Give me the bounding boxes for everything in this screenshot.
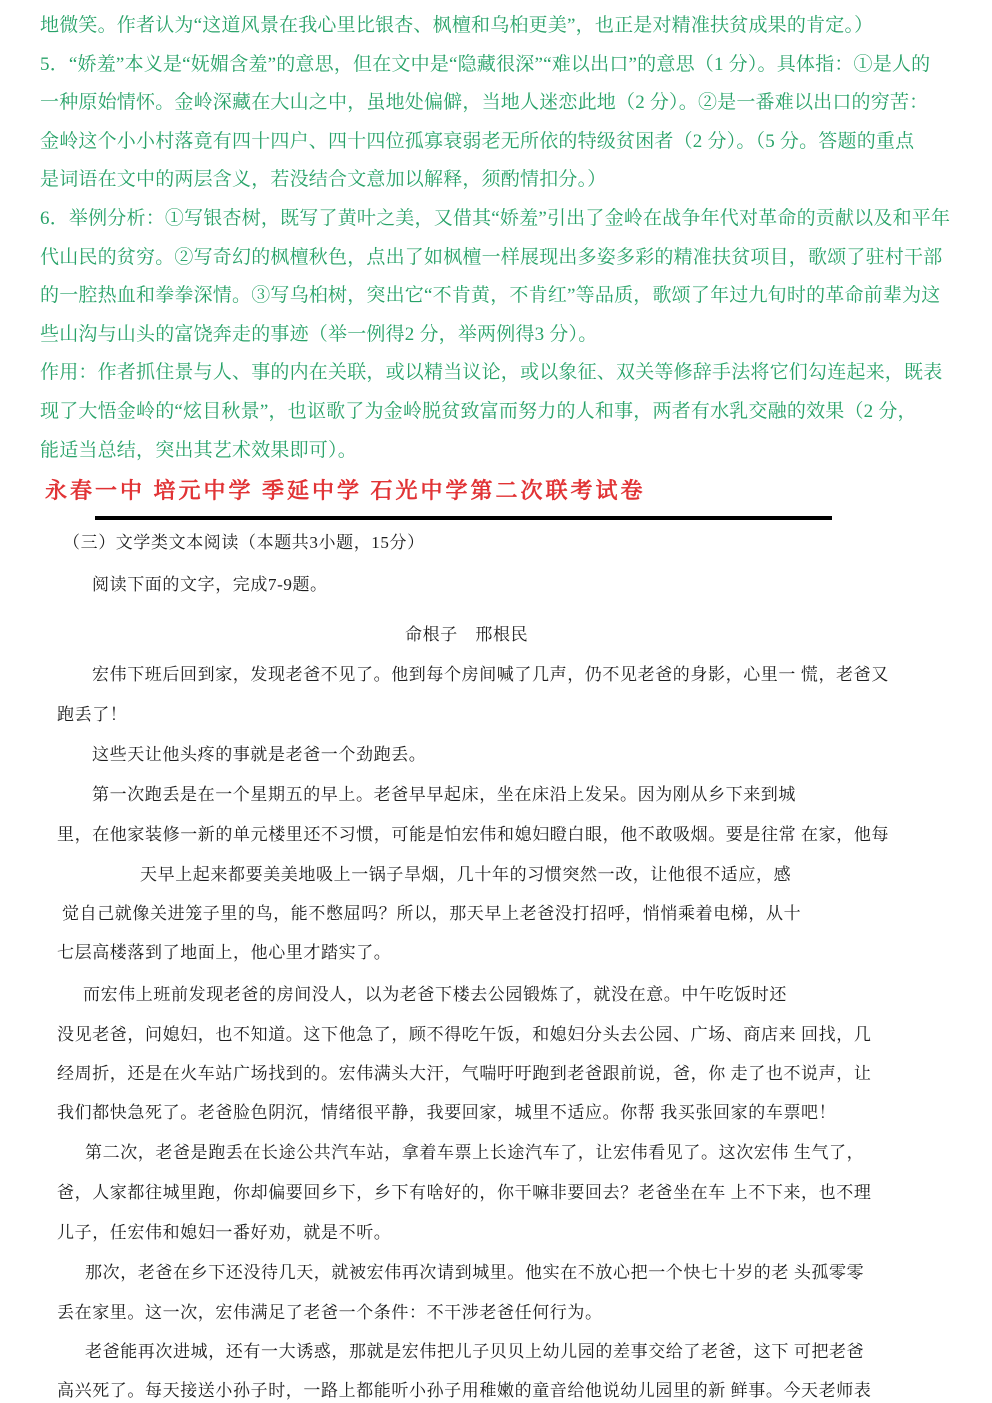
- passage-line: 我们都快急死了。老爸脸色阴沉，情绪很平静，我要回家，城里不适应。你帮 我买张回家的车票吧！: [57, 1103, 837, 1122]
- answer-key-line: 金岭这个小小村落竟有四十四户、四十四位孤寡衰弱老无所依的特级贫困者（2 分）。（5 分。答题的重点: [40, 131, 915, 152]
- answer-key-line: 能适当总结，突出其艺术效果即可）。: [40, 440, 357, 461]
- article-title: 命根子 邢根民: [405, 625, 529, 644]
- passage-line: 宏伟下班后回到家，发现老爸不见了。他到每个房间喊了几声，仍不见老爸的身影，心里一 慌，老爸又: [92, 665, 889, 684]
- passage-line: 高兴死了。每天接送小孙子时，一路上都能听小孙子用稚嫩的童音给他说幼儿园里的新 鲜事。今天老师表: [57, 1381, 872, 1400]
- answer-key-line: 6．举例分析：①写银杏树，既写了黄叶之美，又借其“娇羞”引出了金岭在战争年代对革命的贡献以及和平年: [40, 208, 951, 229]
- passage-line: 那次，老爸在乡下还没待几天，就被宏伟再次请到城里。他实在不放心把一个快七十岁的老 头孤零零: [85, 1263, 865, 1282]
- passage-line: 跑丢了！: [57, 705, 128, 724]
- answer-key-line: 是词语在文中的两层含义，若没结合文意加以解释，须酌情扣分。）: [40, 169, 607, 190]
- answer-key-line: 作用：作者抓住景与人、事的内在关联，或以精当议论，或以象征、双关等修辞手法将它们勾连起来，既表: [40, 362, 943, 383]
- reading-instruction: 阅读下面的文字，完成7-9题。: [92, 575, 328, 594]
- passage-line: 第一次跑丢是在一个星期五的早上。老爸早早起床，坐在床沿上发呆。因为刚从乡下来到城: [92, 785, 796, 804]
- answer-key-line: 5．“娇羞”本义是“妩媚含羞”的意思，但在文中是“隐藏很深”“难以出口”的意思（1 分）。具体指：①是人的: [40, 54, 931, 75]
- passage-line: 第二次，老爸是跑丢在长途公共汽车站，拿着车票上长途汽车了，让宏伟看见了。这次宏伟 生气了，: [85, 1143, 865, 1162]
- exam-title: 永春一中 培元中学 季延中学 石光中学第二次联考试卷: [45, 478, 646, 503]
- answer-key-line: 代山民的贫穷。②写奇幻的枫檀秋色，点出了如枫檀一样展现出多姿多彩的精准扶贫项目，歌颂了驻村干部: [40, 247, 943, 268]
- passage-line: 觉自己就像关进笼子里的鸟，能不憋屈吗？所以，那天早上老爸没打招呼，悄悄乘着电梯，从十: [62, 904, 802, 923]
- passage-line: 丢在家里。这一次，宏伟满足了老爸一个条件：不干涉老爸任何行为。: [57, 1303, 603, 1322]
- passage-line: 经周折，还是在火车站广场找到的。宏伟满头大汗，气喘吁吁跑到老爸跟前说，爸，你 走了也不说声，让: [57, 1064, 872, 1083]
- answer-key-line: 一种原始情怀。金岭深藏在大山之中，虽地处偏僻，当地人迷恋此地（2 分）。②是一番难以出口的穷苦：: [40, 92, 929, 113]
- passage-line: 儿子，任宏伟和媳妇一番好劝，就是不听。: [57, 1223, 392, 1242]
- section-divider: [95, 516, 832, 520]
- answer-key-line: 现了大悟金岭的“炫目秋景”，也讴歌了为金岭脱贫致富而努力的人和事，两者有水乳交融的效果（2 分，: [40, 401, 917, 422]
- answer-key-line: 的一腔热血和拳拳深情。③写乌桕树，突出它“不肯黄，不肯红”等品质，歌颂了年过九旬时的革命前辈为这: [40, 285, 941, 306]
- passage-line: 里，在他家装修一新的单元楼里还不习惯，可能是怕宏伟和媳妇瞪白眼，他不敢吸烟。要是往常 在家，他每: [57, 825, 890, 844]
- passage-line: 爸，人家都往城里跑，你却偏要回乡下，乡下有啥好的，你干嘛非要回去？老爸坐在车 上不下来，也不理: [57, 1183, 872, 1202]
- section-heading: （三）文学类文本阅读（本题共3小题，15分）: [63, 533, 425, 552]
- answer-key-line: 地微笑。作者认为“这道风景在我心里比银杏、枫檀和乌桕更美”，也正是对精准扶贫成果的肯定。）: [40, 15, 874, 36]
- passage-line: 老爸能再次进城，还有一大诱惑，那就是宏伟把儿子贝贝上幼儿园的差事交给了老爸，这下 可把老爸: [85, 1342, 865, 1361]
- passage-line: 而宏伟上班前发现老爸的房间没人，以为老爸下楼去公园锻炼了，就没在意。中午吃饭时还: [83, 985, 787, 1004]
- answer-key-line: 些山沟与山头的富饶奔走的事迹（举一例得2 分，举两例得3 分）。: [40, 324, 598, 345]
- passage-line: 这些天让他头疼的事就是老爸一个劲跑丢。: [92, 745, 427, 764]
- passage-line: 没见老爸，问媳妇，也不知道。这下他急了，顾不得吃午饭，和媳妇分头去公园、广场、商店来 回找，几: [57, 1025, 872, 1044]
- passage-line: 天早上起来都要美美地吸上一锅子旱烟，几十年的习惯突然一改，让他很不适应，感: [140, 865, 792, 884]
- passage-line: 七层高楼落到了地面上，他心里才踏实了。: [57, 943, 392, 962]
